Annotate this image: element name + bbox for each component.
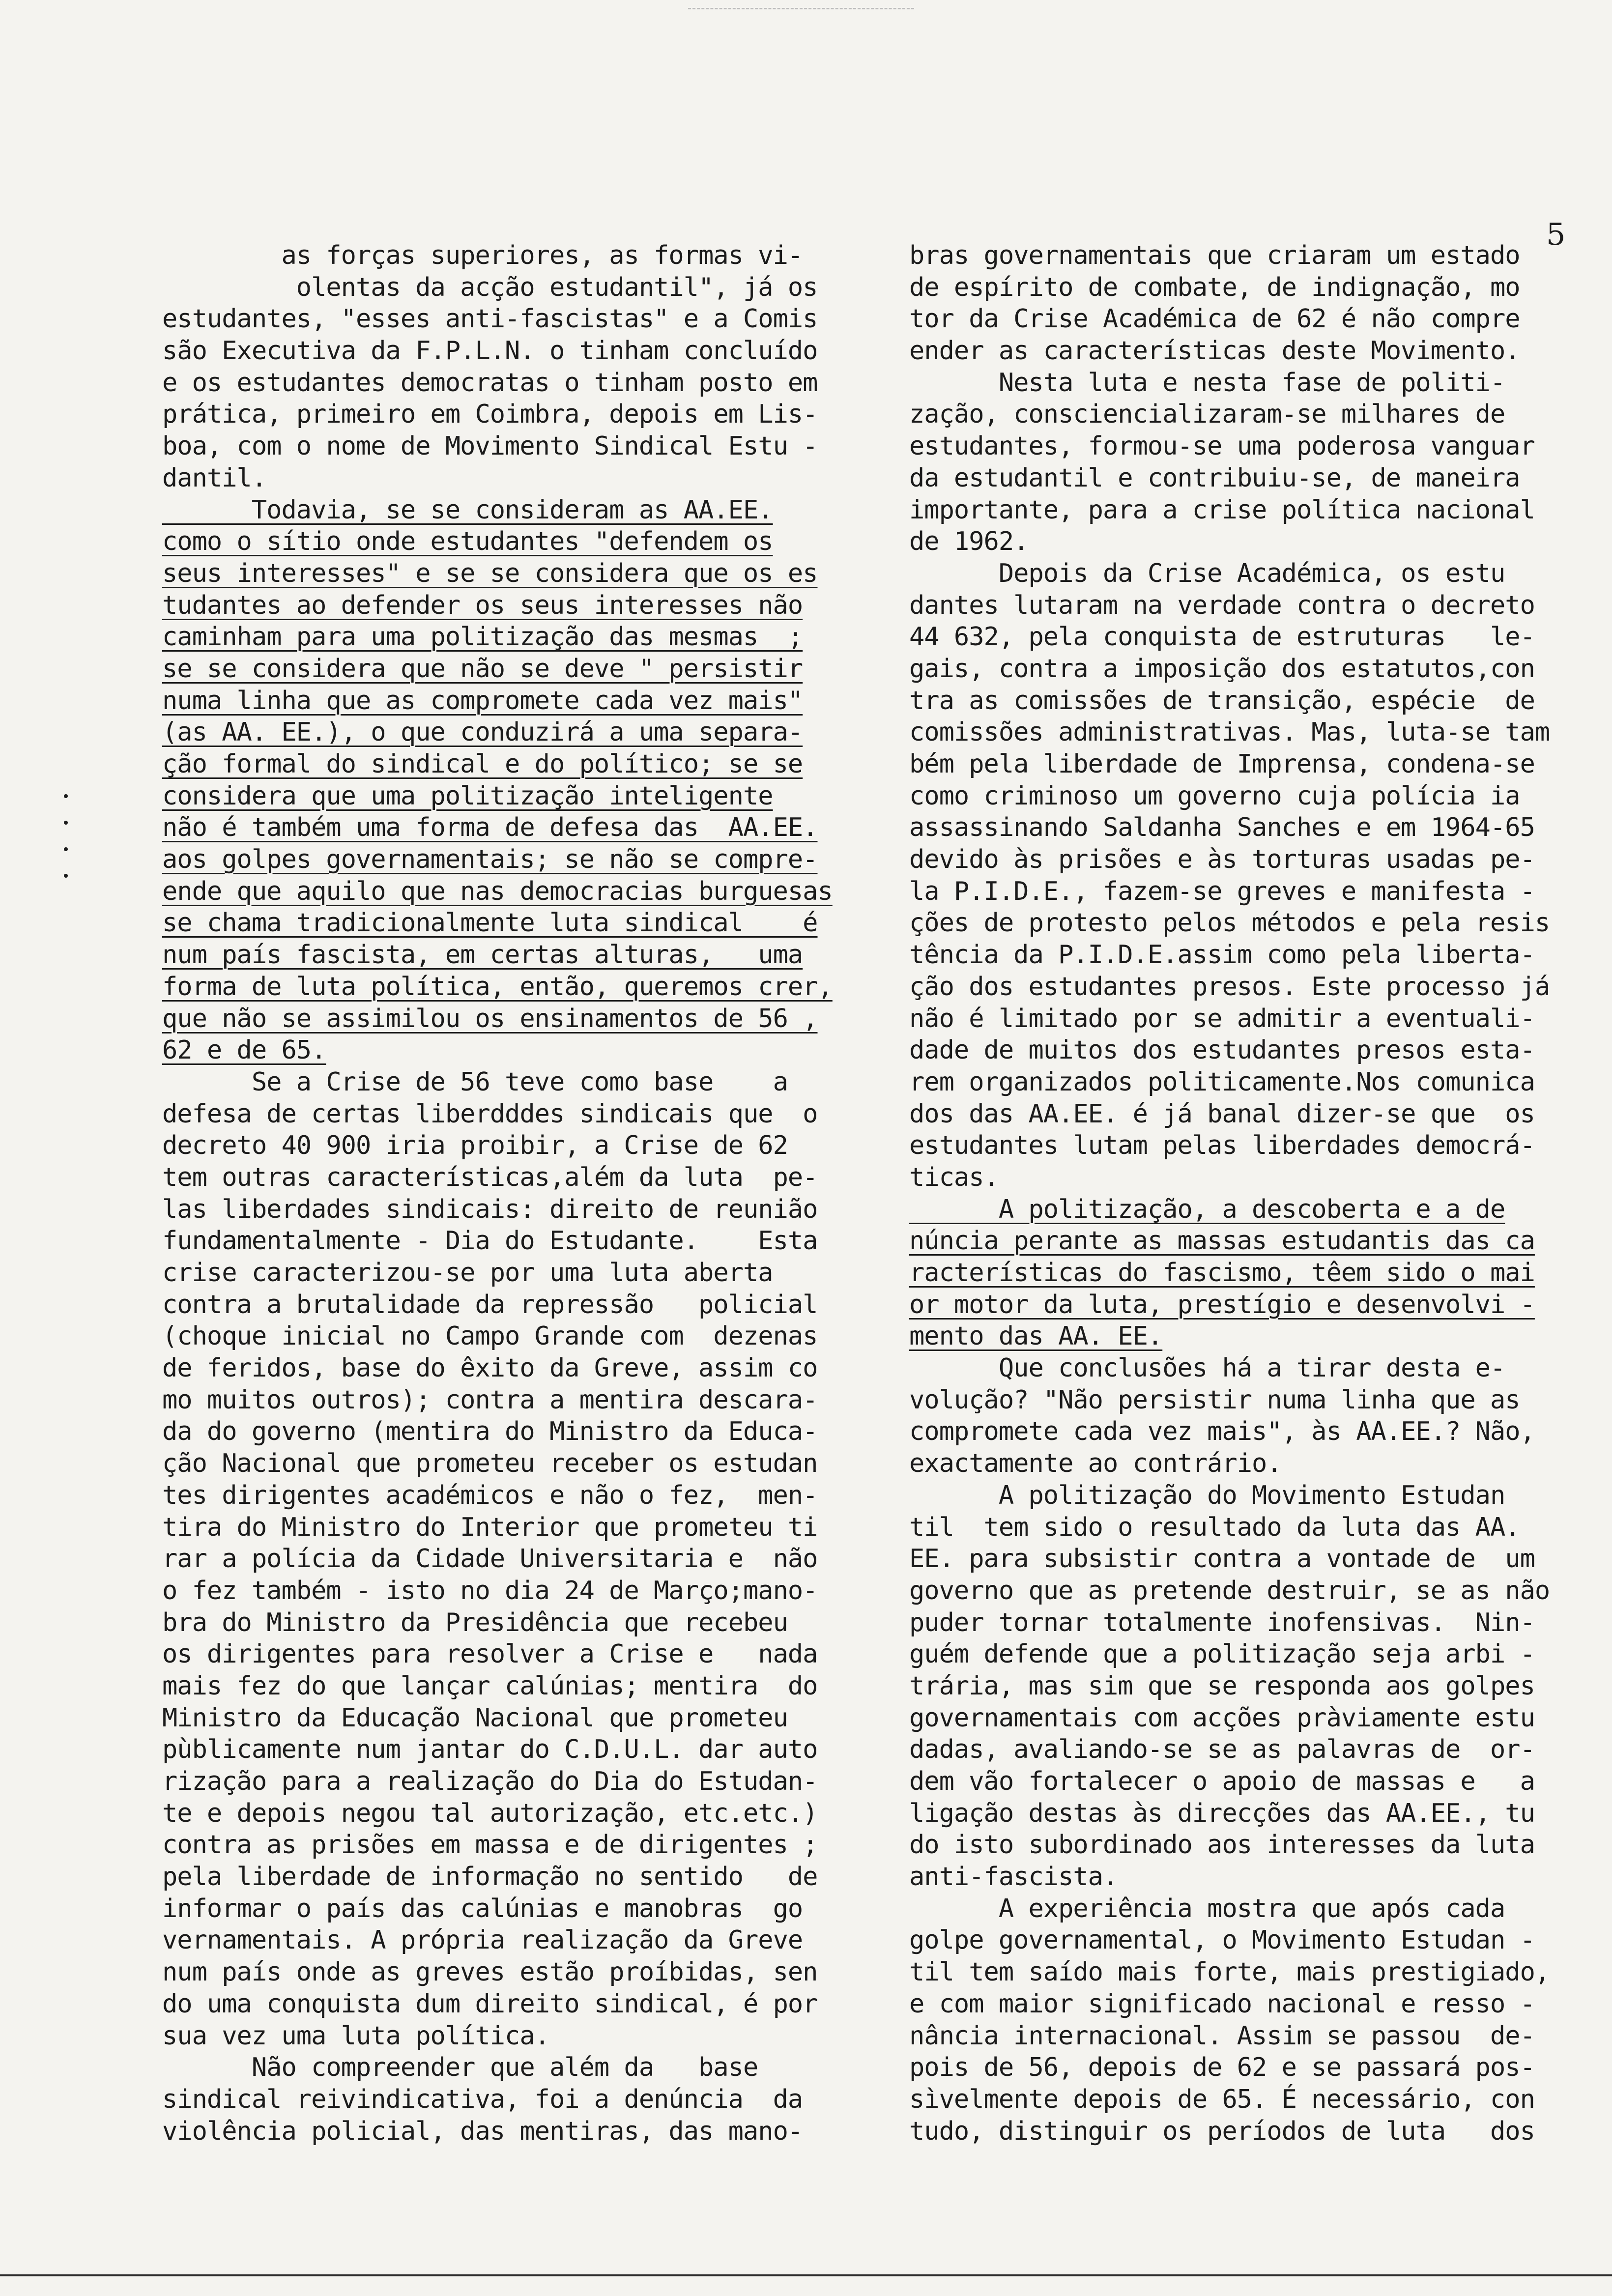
text-line: dadas, avaliando-se se as palavras de or- — [909, 1735, 1535, 1765]
margin-dot — [64, 821, 68, 825]
page-number: 5 — [1546, 216, 1566, 252]
text-line: 62 e de 65. — [162, 1035, 326, 1065]
text-line: te e depois negou tal autorização, etc.etc.) — [162, 1798, 818, 1828]
text-line: puder tornar totalmente inofensivas. Nin- — [909, 1607, 1535, 1637]
text-line: comissões administrativas. Mas, luta-se tam — [909, 718, 1550, 747]
text-line: ender as características deste Movimento. — [909, 336, 1520, 366]
text-line: tra as comissões de transição, espécie de — [909, 686, 1535, 716]
text-line: sua vez uma luta política. — [162, 2021, 549, 2051]
text-line: A politização do Movimento Estudan — [909, 1480, 1505, 1510]
text-line: que não se assimilou os ensinamentos de 56 , — [162, 1004, 818, 1033]
text-line: Se a Crise de 56 teve como base a — [162, 1067, 788, 1097]
text-line: (as AA. EE.), o que conduzirá a uma separa- — [162, 718, 803, 747]
text-line: num país onde as greves estão proíbidas, sen — [162, 1957, 818, 1987]
text-line: como criminoso um governo cuja polícia ia — [909, 781, 1520, 811]
margin-dot — [64, 874, 68, 878]
text-line: violência policial, das mentiras, das mano- — [162, 2116, 803, 2146]
text-line: A experiência mostra que após cada — [909, 1894, 1505, 1923]
text-line: fundamentalmente - Dia do Estudante. Esta — [162, 1226, 818, 1256]
text-line: de espírito de combate, de indignação, mo — [909, 272, 1520, 302]
text-line: contra as prisões em massa e de dirigentes ; — [162, 1830, 818, 1860]
text-line: Nesta luta e nesta fase de politi- — [909, 368, 1505, 398]
text-line: boa, com o nome de Movimento Sindical Estu - — [162, 431, 818, 461]
text-line: governo que as pretende destruir, se as não — [909, 1576, 1550, 1606]
text-line: dantil. — [162, 463, 267, 493]
text-line: numa linha que as compromete cada vez mais" — [162, 686, 803, 716]
text-line: contra a brutalidade da repressão policial — [162, 1290, 818, 1320]
text-line: rização para a realização do Dia do Estudan- — [162, 1767, 818, 1796]
text-line: da do governo (mentira do Ministro da Educa- — [162, 1417, 818, 1447]
text-line: Todavia, se se consideram as AA.EE. — [162, 495, 773, 525]
text-line: num país fascista, em certas alturas, uma — [162, 940, 803, 970]
text-line: estudantes, "esses anti-fascistas" e a Comis — [162, 304, 818, 334]
text-line: devido às prisões e às torturas usadas pe- — [909, 845, 1535, 875]
text-line: dantes lutaram na verdade contra o decreto — [909, 590, 1535, 620]
text-line: dem vão fortalecer o apoio de massas e a — [909, 1767, 1535, 1796]
text-line: seus interesses" e se se considera que os es — [162, 558, 818, 588]
text-line: mento das AA. EE. — [909, 1321, 1163, 1351]
text-line: gais, contra a imposição dos estatutos,con — [909, 654, 1535, 684]
text-line: o fez também - isto no dia 24 de Março;mano- — [162, 1576, 818, 1606]
text-line: compromete cada vez mais", às AA.EE.? Não, — [909, 1417, 1535, 1447]
text-line: de feridos, base do êxito da Greve, assim co — [162, 1353, 818, 1383]
text-line: não é limitado por se admitir a eventuali- — [909, 1004, 1535, 1033]
text-line: governamentais com acções pràviamente estu — [909, 1703, 1535, 1733]
text-line: bras governamentais que criaram um estado — [909, 241, 1520, 270]
text-line: bém pela liberdade de Imprensa, condena-se — [909, 749, 1535, 779]
text-line: se chama tradicionalmente luta sindical é — [162, 908, 818, 938]
text-line: ticas. — [909, 1162, 999, 1192]
text-line: bra do Ministro da Presidência que recebeu — [162, 1607, 788, 1637]
top-scan-rule — [688, 8, 914, 9]
text-line: ção dos estudantes presos. Este processo já — [909, 972, 1550, 1002]
margin-dot — [64, 847, 68, 851]
text-line: tência da P.I.D.E.assim como pela liberta- — [909, 940, 1535, 970]
text-line: tudantes ao defender os seus interesses não — [162, 590, 803, 620]
text-line: informar o país das calúnias e manobras go — [162, 1894, 803, 1923]
text-line: EE. para subsistir contra a vontade de um — [909, 1544, 1535, 1574]
text-line: la P.I.D.E., fazem-se greves e manifesta - — [909, 876, 1535, 906]
text-line: de 1962. — [909, 527, 1029, 557]
text-line: do uma conquista dum direito sindical, é por — [162, 1989, 818, 2019]
text-line: não é também uma forma de defesa das AA.EE. — [162, 813, 818, 843]
text-line: Depois da Crise Académica, os estu — [909, 558, 1505, 588]
text-line: da estudantil e contribuiu-se, de maneira — [909, 463, 1520, 493]
right-text-column — [909, 240, 1592, 2147]
text-line: ende que aquilo que nas democracias burguesas — [162, 876, 833, 906]
text-line: pùblicamente num jantar do C.D.U.L. dar auto — [162, 1735, 818, 1765]
text-line: volução? "Não persistir numa linha que as — [909, 1385, 1520, 1415]
text-line: ligação destas às direcções das AA.EE., tu — [909, 1798, 1535, 1828]
text-line: vernamentais. A própria realização da Greve — [162, 1925, 803, 1955]
text-line: importante, para a crise política nacional — [909, 495, 1535, 525]
text-line: til tem sido o resultado da luta das AA. — [909, 1512, 1520, 1542]
text-line: decreto 40 900 iria proibir, a Crise de 62 — [162, 1131, 788, 1161]
text-line: defesa de certas liberdddes sindicais que o — [162, 1099, 818, 1129]
text-line: estudantes lutam pelas liberdades democrá- — [909, 1131, 1535, 1161]
text-line: Que conclusões há a tirar desta e- — [909, 1353, 1505, 1383]
text-line: são Executiva da F.P.L.N. o tinham concluído — [162, 336, 818, 366]
text-line: ções de protesto pelos métodos e pela resis — [909, 908, 1550, 938]
text-line: dos das AA.EE. é já banal dizer-se que os — [909, 1099, 1535, 1129]
text-line: (choque inicial no Campo Grande com dezenas — [162, 1321, 818, 1351]
text-line: exactamente ao contrário. — [909, 1449, 1282, 1479]
text-line: considera que uma politização inteligente — [162, 781, 773, 811]
text-line: zação, consciencializaram-se milhares de — [909, 400, 1505, 430]
bottom-page-edge — [0, 2274, 1612, 2276]
left-text-column — [162, 240, 845, 2147]
text-line: guém defende que a politização seja arbi - — [909, 1639, 1535, 1669]
text-line: dade de muitos dos estudantes presos esta- — [909, 1035, 1535, 1065]
text-line: tudo, distinguir os períodos de luta dos — [909, 2116, 1535, 2146]
text-line: e os estudantes democratas o tinham posto em — [162, 368, 818, 398]
text-line: as forças superiores, as formas vi- — [162, 241, 803, 270]
text-line: pela liberdade de informação no sentido de — [162, 1862, 818, 1892]
text-line: do isto subordinado aos interesses da luta — [909, 1830, 1535, 1860]
text-line: e com maior significado nacional e resso - — [909, 1989, 1535, 2019]
text-line: las liberdades sindicais: direito de reunião — [162, 1194, 818, 1224]
text-line: Não compreender que além da base — [162, 2053, 758, 2083]
text-line: prática, primeiro em Coimbra, depois em Lis- — [162, 400, 818, 430]
text-line: sindical reivindicativa, foi a denúncia da — [162, 2084, 803, 2114]
text-line: como o sítio onde estudantes "defendem os — [162, 527, 773, 557]
text-line: ção formal do sindical e do político; se se — [162, 749, 803, 779]
text-line: pois de 56, depois de 62 e se passará pos- — [909, 2053, 1535, 2083]
text-line: sìvelmente depois de 65. É necessário, con — [909, 2084, 1535, 2114]
text-line: til tem saído mais forte, mais prestigiado, — [909, 1957, 1550, 1987]
text-line: mo muitos outros); contra a mentira descara- — [162, 1385, 818, 1415]
text-line: 44 632, pela conquista de estruturas le- — [909, 622, 1535, 652]
text-line: anti-fascista. — [909, 1862, 1118, 1892]
text-line: rar a polícia da Cidade Universitaria e não — [162, 1544, 818, 1574]
margin-dot — [64, 794, 68, 798]
text-line: estudantes, formou-se uma poderosa vanguar — [909, 431, 1535, 461]
text-line: assassinando Saldanha Sanches e em 1964-65 — [909, 813, 1535, 843]
text-line: tira do Ministro do Interior que prometeu ti — [162, 1512, 818, 1542]
text-line: tem outras características,além da luta pe- — [162, 1162, 818, 1192]
text-line: Ministro da Educação Nacional que prometeu — [162, 1703, 788, 1733]
text-line: núncia perante as massas estudantis das ca — [909, 1226, 1535, 1256]
text-line: os dirigentes para resolver a Crise e nada — [162, 1639, 818, 1669]
text-line: golpe governamental, o Movimento Estudan - — [909, 1925, 1535, 1955]
text-line: ção Nacional que prometeu receber os estudan — [162, 1449, 818, 1479]
text-line: trária, mas sim que se responda aos golpes — [909, 1671, 1535, 1701]
text-line: forma de luta política, então, queremos crer, — [162, 972, 833, 1002]
text-line: tes dirigentes académicos e não o fez, men- — [162, 1480, 818, 1510]
text-line: racterísticas do fascismo, têem sido o mai — [909, 1258, 1535, 1288]
text-line: caminham para uma politização das mesmas ; — [162, 622, 803, 652]
text-line: olentas da acção estudantil", já os — [162, 272, 818, 302]
text-line: nância internacional. Assim se passou de- — [909, 2021, 1535, 2051]
text-line: se se considera que não se deve " persistir — [162, 654, 803, 684]
text-line: tor da Crise Académica de 62 é não compre — [909, 304, 1520, 334]
text-line: aos golpes governamentais; se não se compre- — [162, 845, 818, 875]
text-line: or motor da luta, prestígio e desenvolvi - — [909, 1290, 1535, 1320]
text-line: crise caracterizou-se por uma luta aberta — [162, 1258, 773, 1288]
text-line: rem organizados politicamente.Nos comunica — [909, 1067, 1535, 1097]
text-line: A politização, a descoberta e a de — [909, 1194, 1505, 1224]
text-line: mais fez do que lançar calúnias; mentira do — [162, 1671, 818, 1701]
